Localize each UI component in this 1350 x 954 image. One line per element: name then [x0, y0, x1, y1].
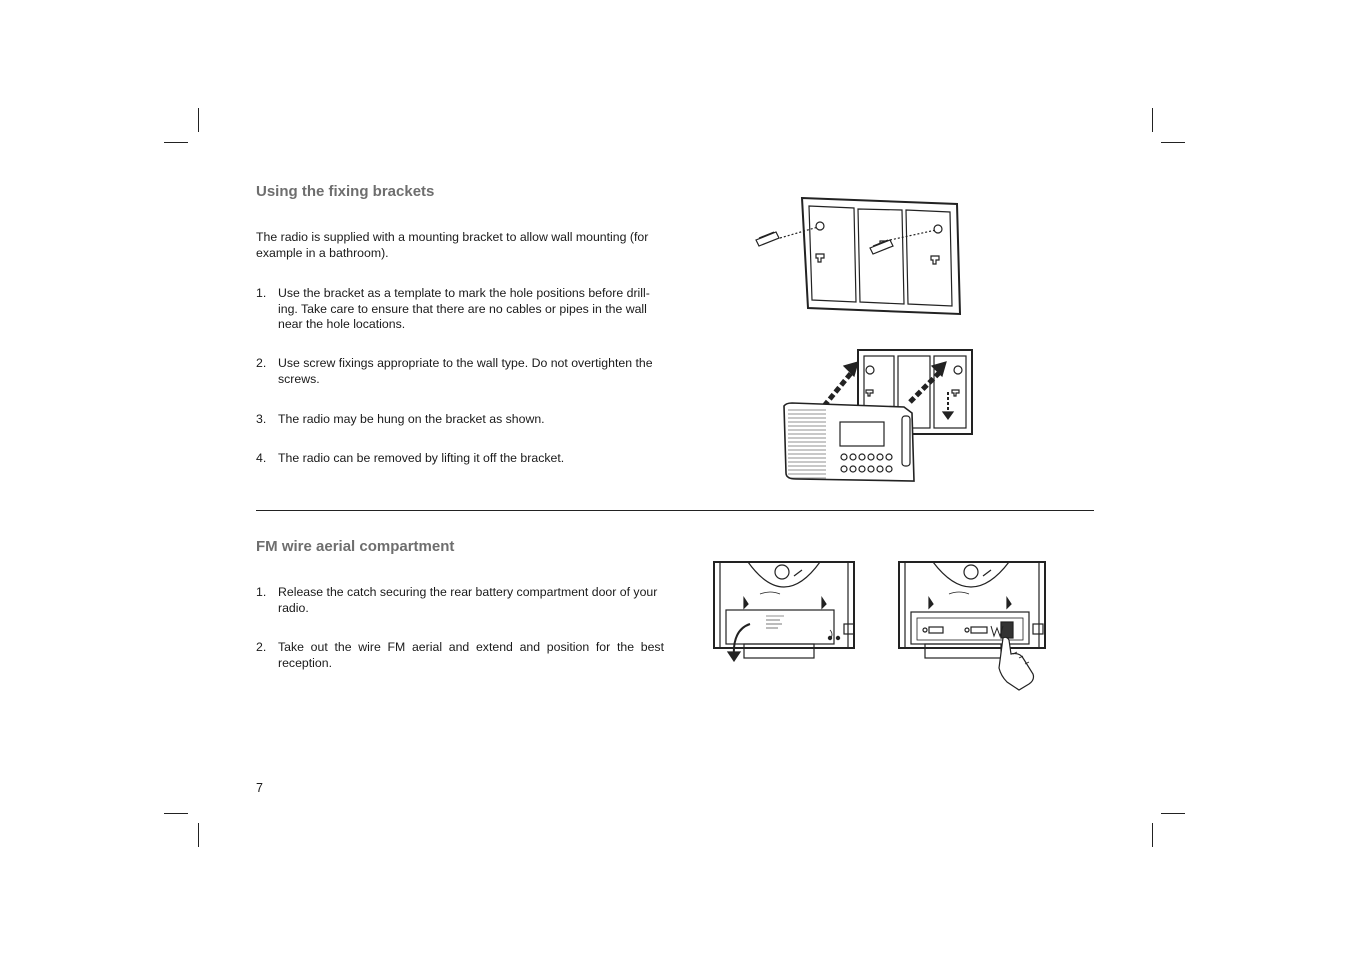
rear-compartment-door-release-illustration [710, 558, 860, 662]
list-item [256, 286, 664, 333]
list-text: Use the bracket as a template to mark the hole positions before drill-ing. Take care to ensure that there are no cables or pipes in the wall near the hole locations. [278, 286, 650, 331]
list-item [256, 640, 664, 671]
list-number: 1. [256, 286, 267, 300]
list-text: The radio may be hung on the bracket as shown. [278, 412, 545, 426]
list-text: The radio can be removed by lifting it off the bracket. [278, 451, 565, 465]
list-text: Use screw fixings appropriate to the wall type. Do not overtighten the screws. [278, 356, 653, 386]
crop-mark [1161, 813, 1185, 814]
crop-mark [198, 108, 199, 132]
crop-mark [198, 823, 199, 847]
intro-paragraph: The radio is supplied with a mounting bracket to allow wall mounting (for example in a bathroom). [256, 230, 649, 260]
wire-aerial-removal-illustration [895, 558, 1050, 694]
list-number: 2. [256, 640, 267, 654]
bracket-with-screws-illustration [752, 196, 964, 318]
crop-mark [1152, 108, 1153, 132]
list-text: Take out the wire FM aerial and extend and position for the best reception. [278, 640, 664, 670]
crop-mark [1152, 823, 1153, 847]
list-number: 3. [256, 412, 267, 426]
list-item [256, 585, 664, 616]
list-number: 4. [256, 451, 267, 465]
section-divider [256, 510, 1094, 511]
list-number: 1. [256, 585, 267, 599]
list-item [256, 451, 664, 467]
list-text: Release the catch securing the rear battery compartment door of your radio. [278, 585, 658, 615]
list-item [256, 412, 664, 428]
crop-mark [1161, 142, 1185, 143]
list-number: 2. [256, 356, 267, 370]
page-number: 7 [256, 781, 263, 795]
section-title-fm-aerial: FM wire aerial compartment [256, 538, 455, 555]
list-item [256, 356, 664, 387]
crop-mark [164, 142, 188, 143]
section-title-fixing-brackets: Using the fixing brackets [256, 183, 435, 200]
crop-mark [164, 813, 188, 814]
radio-hanging-on-bracket-illustration [782, 346, 976, 488]
